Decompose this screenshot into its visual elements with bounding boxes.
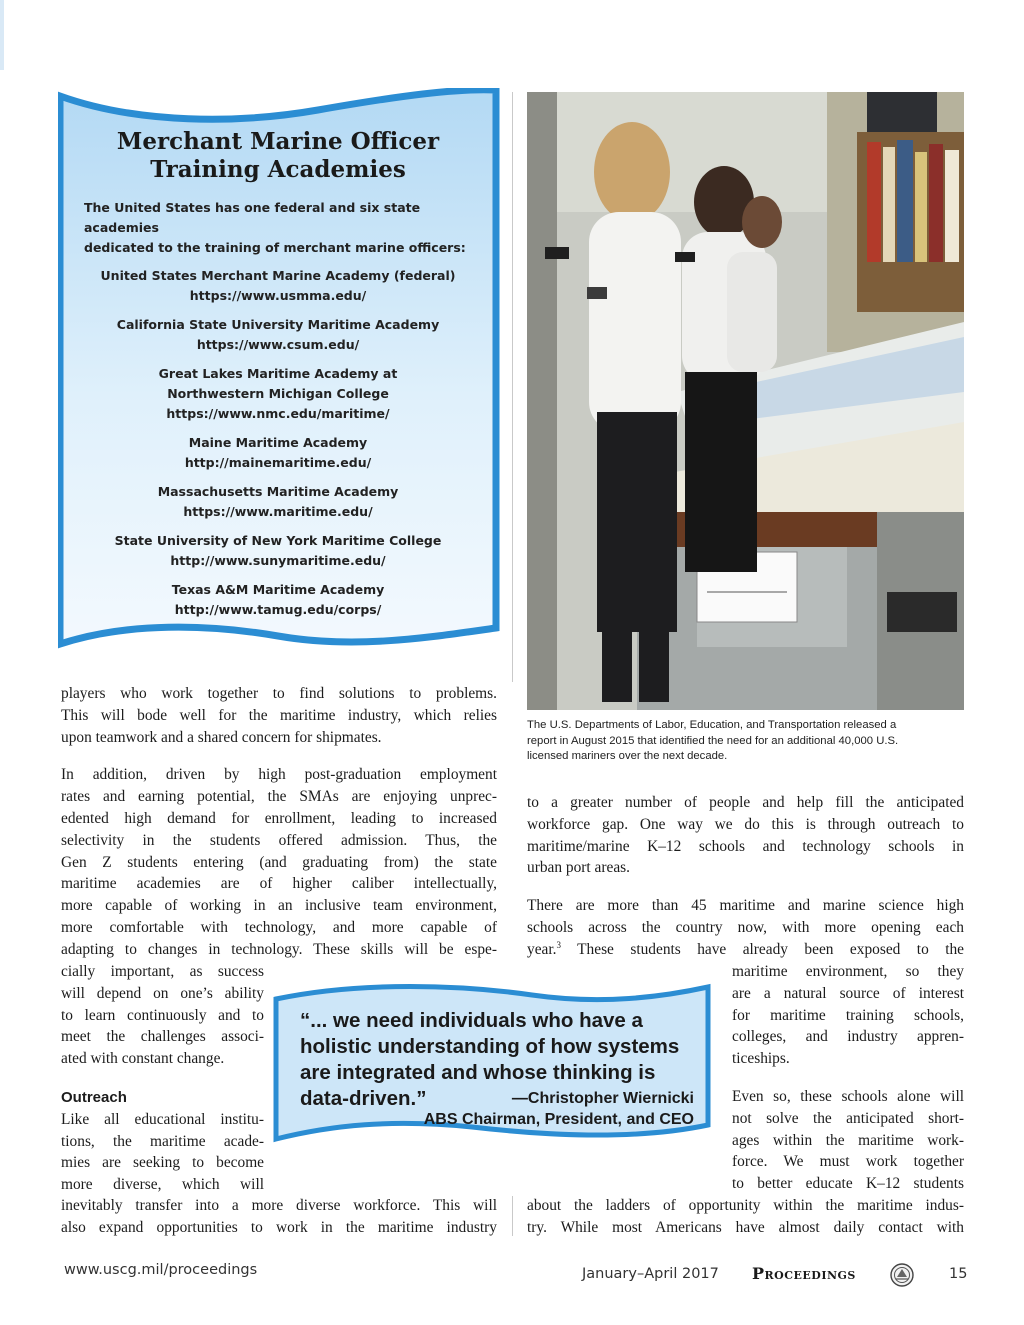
body-line: maritime/marine K–12 schools and technology schools in xyxy=(527,837,964,855)
body-line: will depend on one’s ability xyxy=(61,984,264,1002)
body-line: ages within the maritime work- xyxy=(732,1131,964,1149)
body-line: ated with constant change. xyxy=(61,1050,225,1068)
body-line: year.$^3$ These students have already been exposed to the xyxy=(527,939,964,958)
body-line: not solve the anticipated short- xyxy=(732,1109,964,1127)
academy-maine: Maine Maritime Academy http://mainemaritime.edu/ xyxy=(78,433,478,473)
body-line: try. While most Americans have almost daily contact with xyxy=(527,1218,964,1236)
column-divider xyxy=(512,1196,513,1236)
body-line: force. We must work together xyxy=(732,1153,964,1171)
body-line: Like all educational institu- xyxy=(61,1110,264,1128)
body-line: selectivity in the students offered admission. Thus, the xyxy=(61,831,497,849)
body-line: upon teamwork and a shared concern for shipmates. xyxy=(61,728,382,746)
body-line: In addition, driven by high post-graduation employment xyxy=(61,766,497,784)
coast-guard-seal-icon xyxy=(890,1263,914,1287)
body-line: tions, the maritime acade- xyxy=(61,1132,264,1150)
sidebar-intro: The United States has one federal and six state academies dedicated to the training of merchant marine officers: xyxy=(84,200,466,255)
sidebar-title: Merchant Marine Officer Training Academies xyxy=(116,128,440,183)
body-line: players who work together to find solutions to problems. xyxy=(61,685,497,702)
page-edge-mark xyxy=(0,0,4,70)
body-line: workforce gap. One way we do this is through outreach to xyxy=(527,815,964,833)
page-number: 15 xyxy=(949,1266,968,1282)
body-line: meet the challenges associ- xyxy=(61,1028,264,1046)
academy-url[interactable]: https://www.nmc.edu/maritime/ xyxy=(166,406,390,421)
academy-url[interactable]: https://www.csum.edu/ xyxy=(196,337,360,352)
academy-url[interactable]: http://mainemaritime.edu/ xyxy=(184,455,372,470)
pull-quote xyxy=(272,983,712,1145)
right-column-top xyxy=(527,792,964,961)
academy-url[interactable]: https://www.usmma.edu/ xyxy=(189,288,367,303)
body-line: are a natural source of interest xyxy=(732,984,964,1002)
academy-url[interactable]: https://www.maritime.edu/ xyxy=(183,504,373,519)
column-divider xyxy=(512,92,513,682)
academy-suny: State University of New York Maritime College http://www.sunymaritime.edu/ xyxy=(78,531,478,571)
body-line: also expand opportunities to work in the maritime industry xyxy=(61,1218,497,1236)
section-heading-outreach: Outreach xyxy=(61,1088,127,1106)
body-line: Gen Z students entering (and graduating from) the state xyxy=(61,853,497,871)
footer-magazine-title: Proceedings xyxy=(752,1264,856,1283)
body-line: This will bode well for the maritime industry, which relies xyxy=(61,706,497,724)
footer-url[interactable]: www.uscg.mil/proceedings xyxy=(64,1262,258,1278)
body-line: more comfortable with technology, and more capable of xyxy=(61,918,497,936)
body-line: mies are seeking to become xyxy=(61,1154,264,1172)
body-line: rates and earning potential, the SMAs are enjoying unprec- xyxy=(61,788,497,806)
body-line: ticeships. xyxy=(732,1050,790,1068)
left-column-narrow xyxy=(61,961,264,1196)
academy-great-lakes: Great Lakes Maritime Academy at Northwestern Michigan College https://www.nmc.edu/maritime/ xyxy=(78,364,478,424)
right-column-narrow xyxy=(732,961,964,1195)
body-line: There are more than 45 maritime and marine science high xyxy=(527,897,964,915)
footer-date: January–April 2017 xyxy=(582,1266,719,1282)
academy-texas: Texas A&M Maritime Academy http://www.tamug.edu/corps/ xyxy=(78,580,478,620)
academies-sidebar xyxy=(58,88,500,653)
pull-quote-speaker-title: ABS Chairman, President, and CEO xyxy=(423,1111,694,1128)
body-line: maritime environment, so they xyxy=(732,963,964,980)
right-column-bottom xyxy=(527,1195,964,1239)
academy-usmma: United States Merchant Marine Academy (federal) https://www.usmma.edu/ xyxy=(78,266,478,306)
body-line: about the ladders of opportunity within the maritime indus- xyxy=(527,1197,964,1214)
body-line: urban port areas. xyxy=(527,859,630,877)
academy-massachusetts: Massachusetts Maritime Academy https://www.maritime.edu/ xyxy=(78,482,478,522)
body-line: for maritime training schools, xyxy=(732,1006,964,1024)
left-column-bottom xyxy=(61,1195,497,1239)
left-column-top xyxy=(61,683,497,961)
body-line: to a greater number of people and help fill the anticipated xyxy=(527,794,964,811)
body-line: inevitably transfer into a more diverse workforce. This will xyxy=(61,1197,497,1214)
body-line: cially important, as success xyxy=(61,963,264,980)
body-line: Even so, these schools alone will xyxy=(732,1087,964,1105)
body-line: to better educate K–12 students xyxy=(732,1175,964,1193)
footnote-marker[interactable]: 3 xyxy=(556,939,561,950)
body-line: more diverse, which will xyxy=(61,1176,264,1194)
pull-quote-attribution: —Christopher Wiernicki xyxy=(511,1090,694,1107)
body-line: schools across the country now, with more opening each xyxy=(527,918,964,936)
body-line: colleges, and industry appren- xyxy=(732,1028,964,1046)
photo-caption: The U.S. Departments of Labor, Education, and Transportation released a report in August 2015 that identified the need for an additional 40,000 U.S. licensed mariners over the next decade. xyxy=(527,719,899,763)
pull-quote-text: “... we need individuals who have a holistic understanding of how systems are integrated and whose thinking is data-driven.” —Christopher Wiernicki xyxy=(300,1009,694,1110)
body-line: adapting to changes in technology. These skills will be espe- xyxy=(61,940,497,958)
cadets-chart-table-photo xyxy=(527,92,964,710)
body-line: edented high demand for enrollment, leading to increased xyxy=(61,809,497,827)
academy-url[interactable]: http://www.sunymaritime.edu/ xyxy=(170,553,386,568)
academy-url[interactable]: http://www.tamug.edu/corps/ xyxy=(174,602,382,617)
body-line: to learn continuously and to xyxy=(61,1006,264,1024)
academy-csum: California State University Maritime Academy https://www.csum.edu/ xyxy=(78,315,478,355)
body-line: more capable of working in an inclusive team environment, xyxy=(61,897,497,915)
body-line: maritime academies are of higher caliber intellectually, xyxy=(61,875,497,893)
